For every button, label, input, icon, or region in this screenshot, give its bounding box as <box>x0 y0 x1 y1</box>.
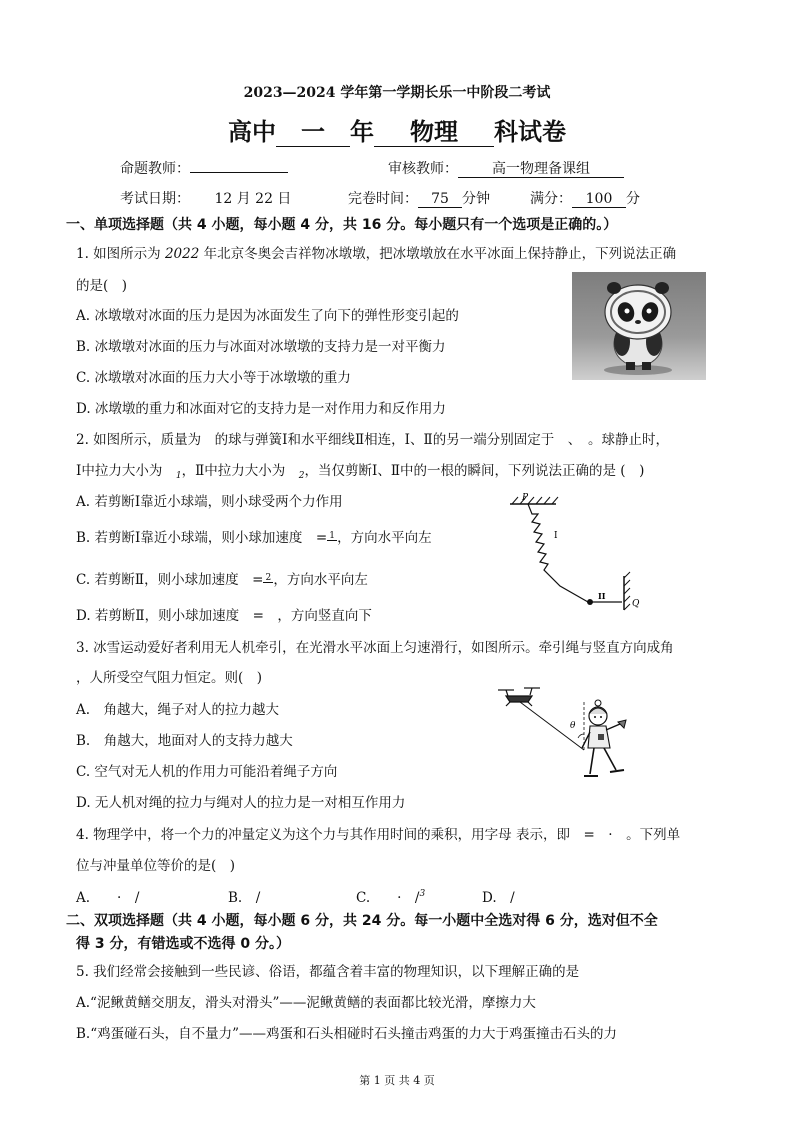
q2-option-c-fraction <box>263 574 273 583</box>
duration-unit: 分钟 <box>462 191 490 207</box>
title-grade: 一 <box>276 118 350 147</box>
q4-option-a: A. · / <box>76 890 140 906</box>
duration-label: 完卷时间： <box>348 191 418 207</box>
score-value: 100 <box>572 191 626 208</box>
section1-heading: 一、单项选择题（共 4 小题，每小题 4 分，共 16 分。每小题只有一个选项是正确的。） <box>66 217 618 233</box>
q4-option-b: B. / <box>228 890 261 906</box>
q2-stem-part: ，当仅剪断Ⅰ、Ⅱ中的一根的瞬间，下列说法正确的是 ( ) <box>304 463 645 479</box>
q1-option-b: B. 冰墩墩对冰面的压力与冰面对冰墩墩的支持力是一对平衡力 <box>76 339 446 355</box>
page-number: 第 1 页 共 4 页 <box>359 1074 435 1087</box>
q2-stem: 2. 如图所示，质量为 的球与弹簧Ⅰ和水平细线Ⅱ相连，Ⅰ、Ⅱ的另一端分别固定于 、 。球静止时， <box>76 432 669 448</box>
score-row <box>530 188 640 208</box>
q2-option-d: D. 若剪断Ⅱ，则小球加速度 = ，方向竖直向下 <box>76 608 372 624</box>
score-label: 满分： <box>530 191 572 207</box>
exam-line: 2023—2024 学年第一学期长乐一中阶段二考试 <box>243 85 551 101</box>
q4-option-d: D. / <box>482 890 515 906</box>
mascot-photo <box>572 272 706 380</box>
fig-label-p: P <box>522 493 529 503</box>
q3-option-c: C. 空气对无人机的作用力可能沿着绳子方向 <box>76 764 338 780</box>
date-value: 12 月 22 日 <box>214 191 292 207</box>
q2-option-a: A. 若剪断Ⅰ靠近小球端，则小球受两个力作用 <box>76 494 343 510</box>
date-row <box>120 188 291 208</box>
section2-heading-2: 得 3 分，有错选或不选得 0 分。） <box>76 936 290 952</box>
title-suffix: 科试卷 <box>494 118 566 146</box>
title-subject: 物理 <box>374 118 494 147</box>
fig-label-i: I <box>554 531 558 541</box>
q2-option-b-text: B. 若剪断Ⅰ靠近小球端，则小球加速度 = <box>76 530 328 546</box>
q1-stem-part: 年北京冬奥会吉祥物冰墩墩，把冰墩墩放在水平冰面上保持静止，下列说法正确 <box>199 246 677 262</box>
drone-skater-figure <box>494 684 642 796</box>
q1-stem-part: 1. 如图所示为 <box>76 246 165 262</box>
q2-option-b <box>76 526 432 546</box>
fig-label-q: Q <box>632 599 640 609</box>
q5-stem: 5. 我们经常会接触到一些民谚、俗语，都蕴含着丰富的物理知识，以下理解正确的是 <box>76 964 580 980</box>
q5-option-a: A.“泥鳅黄鳝交朋友，滑头对滑头”——泥鳅黄鳝的表面都比较光滑，摩擦力大 <box>76 995 536 1011</box>
q2-stem-part: ，Ⅱ中拉力大小为 <box>181 463 299 479</box>
q4-option-c <box>356 886 425 906</box>
q3-stem-2: ，人所受空气阻力恒定。则( ) <box>76 670 263 686</box>
section2-heading: 二、双项选择题（共 4 小题，每小题 6 分，共 24 分。每一小题中全选对得 6 分，选对但不全 <box>66 913 658 929</box>
q3-stem: 3. 冰雪运动爱好者利用无人机牵引，在光滑水平冰面上匀速滑行，如图所示。牵引绳与竖直方向成角 <box>76 640 674 656</box>
author-value <box>190 172 288 173</box>
reviewer-row <box>388 158 624 178</box>
q2-sub-1: 1 <box>175 471 182 481</box>
q2-option-b-fraction <box>327 532 337 541</box>
q2-option-b-text: ，方向水平向左 <box>337 530 432 546</box>
paper-title <box>0 112 794 147</box>
spring-figure <box>498 492 646 612</box>
q2-option-c-numerator: 2 <box>265 573 272 583</box>
q2-sub-2: 2 <box>298 471 305 481</box>
q1-option-a: A. 冰墩墩对冰面的压力是因为冰面发生了向下的弹性形变引起的 <box>76 308 459 324</box>
q4-stem: 4. 物理学中，将一个力的冲量定义为这个力与其作用时间的乘积，用字母 表示，即 = · 。下列单 <box>76 827 681 843</box>
title-prefix: 高中 <box>228 118 276 146</box>
q1-option-d: D. 冰墩墩的重力和冰面对它的支持力是一对作用力和反作用力 <box>76 401 446 417</box>
q1-stem-end: 的是( ) <box>76 278 128 294</box>
q2-option-c-text: ，方向水平向左 <box>273 572 368 588</box>
reviewer-value: 高一物理备课组 <box>458 161 624 178</box>
q1-stem <box>76 242 676 262</box>
q1-option-c: C. 冰墩墩对冰面的压力大小等于冰墩墩的重力 <box>76 370 351 386</box>
reviewer-label: 审核教师： <box>388 161 458 177</box>
fig-label-ii: II <box>598 591 606 601</box>
q1-stem-year: 2022 <box>164 246 200 262</box>
q2-stem-2 <box>76 459 644 481</box>
fig-label-theta: θ <box>570 721 576 731</box>
q2-option-c-text: C. 若剪断Ⅱ，则小球加速度 = <box>76 572 264 588</box>
q3-option-d: D. 无人机对绳的拉力与绳对人的拉力是一对相互作用力 <box>76 795 406 811</box>
author-row <box>120 158 288 178</box>
q2-stem-part: Ⅰ中拉力大小为 <box>76 463 176 479</box>
q5-option-b: B.“鸡蛋碰石头，自不量力”——鸡蛋和石头相碰时石头撞击鸡蛋的力大于鸡蛋撞击石头的力 <box>76 1026 618 1042</box>
q3-option-a: A. 角越大，绳子对人的拉力越大 <box>76 702 280 718</box>
q3-option-b: B. 角越大，地面对人的支持力越大 <box>76 733 293 749</box>
q4-option-c-exponent: 3 <box>419 889 426 899</box>
title-mid: 年 <box>350 118 374 146</box>
author-label: 命题教师： <box>120 161 190 177</box>
q2-option-b-numerator: 1 <box>329 531 336 541</box>
date-label: 考试日期： <box>120 191 190 207</box>
q2-option-c <box>76 568 368 588</box>
score-unit: 分 <box>626 191 640 207</box>
duration-value: 75 <box>418 191 462 208</box>
duration-row <box>348 188 490 208</box>
q4-option-c-text: C. · / <box>356 890 420 906</box>
q4-stem-2: 位与冲量单位等价的是( ) <box>76 858 236 874</box>
